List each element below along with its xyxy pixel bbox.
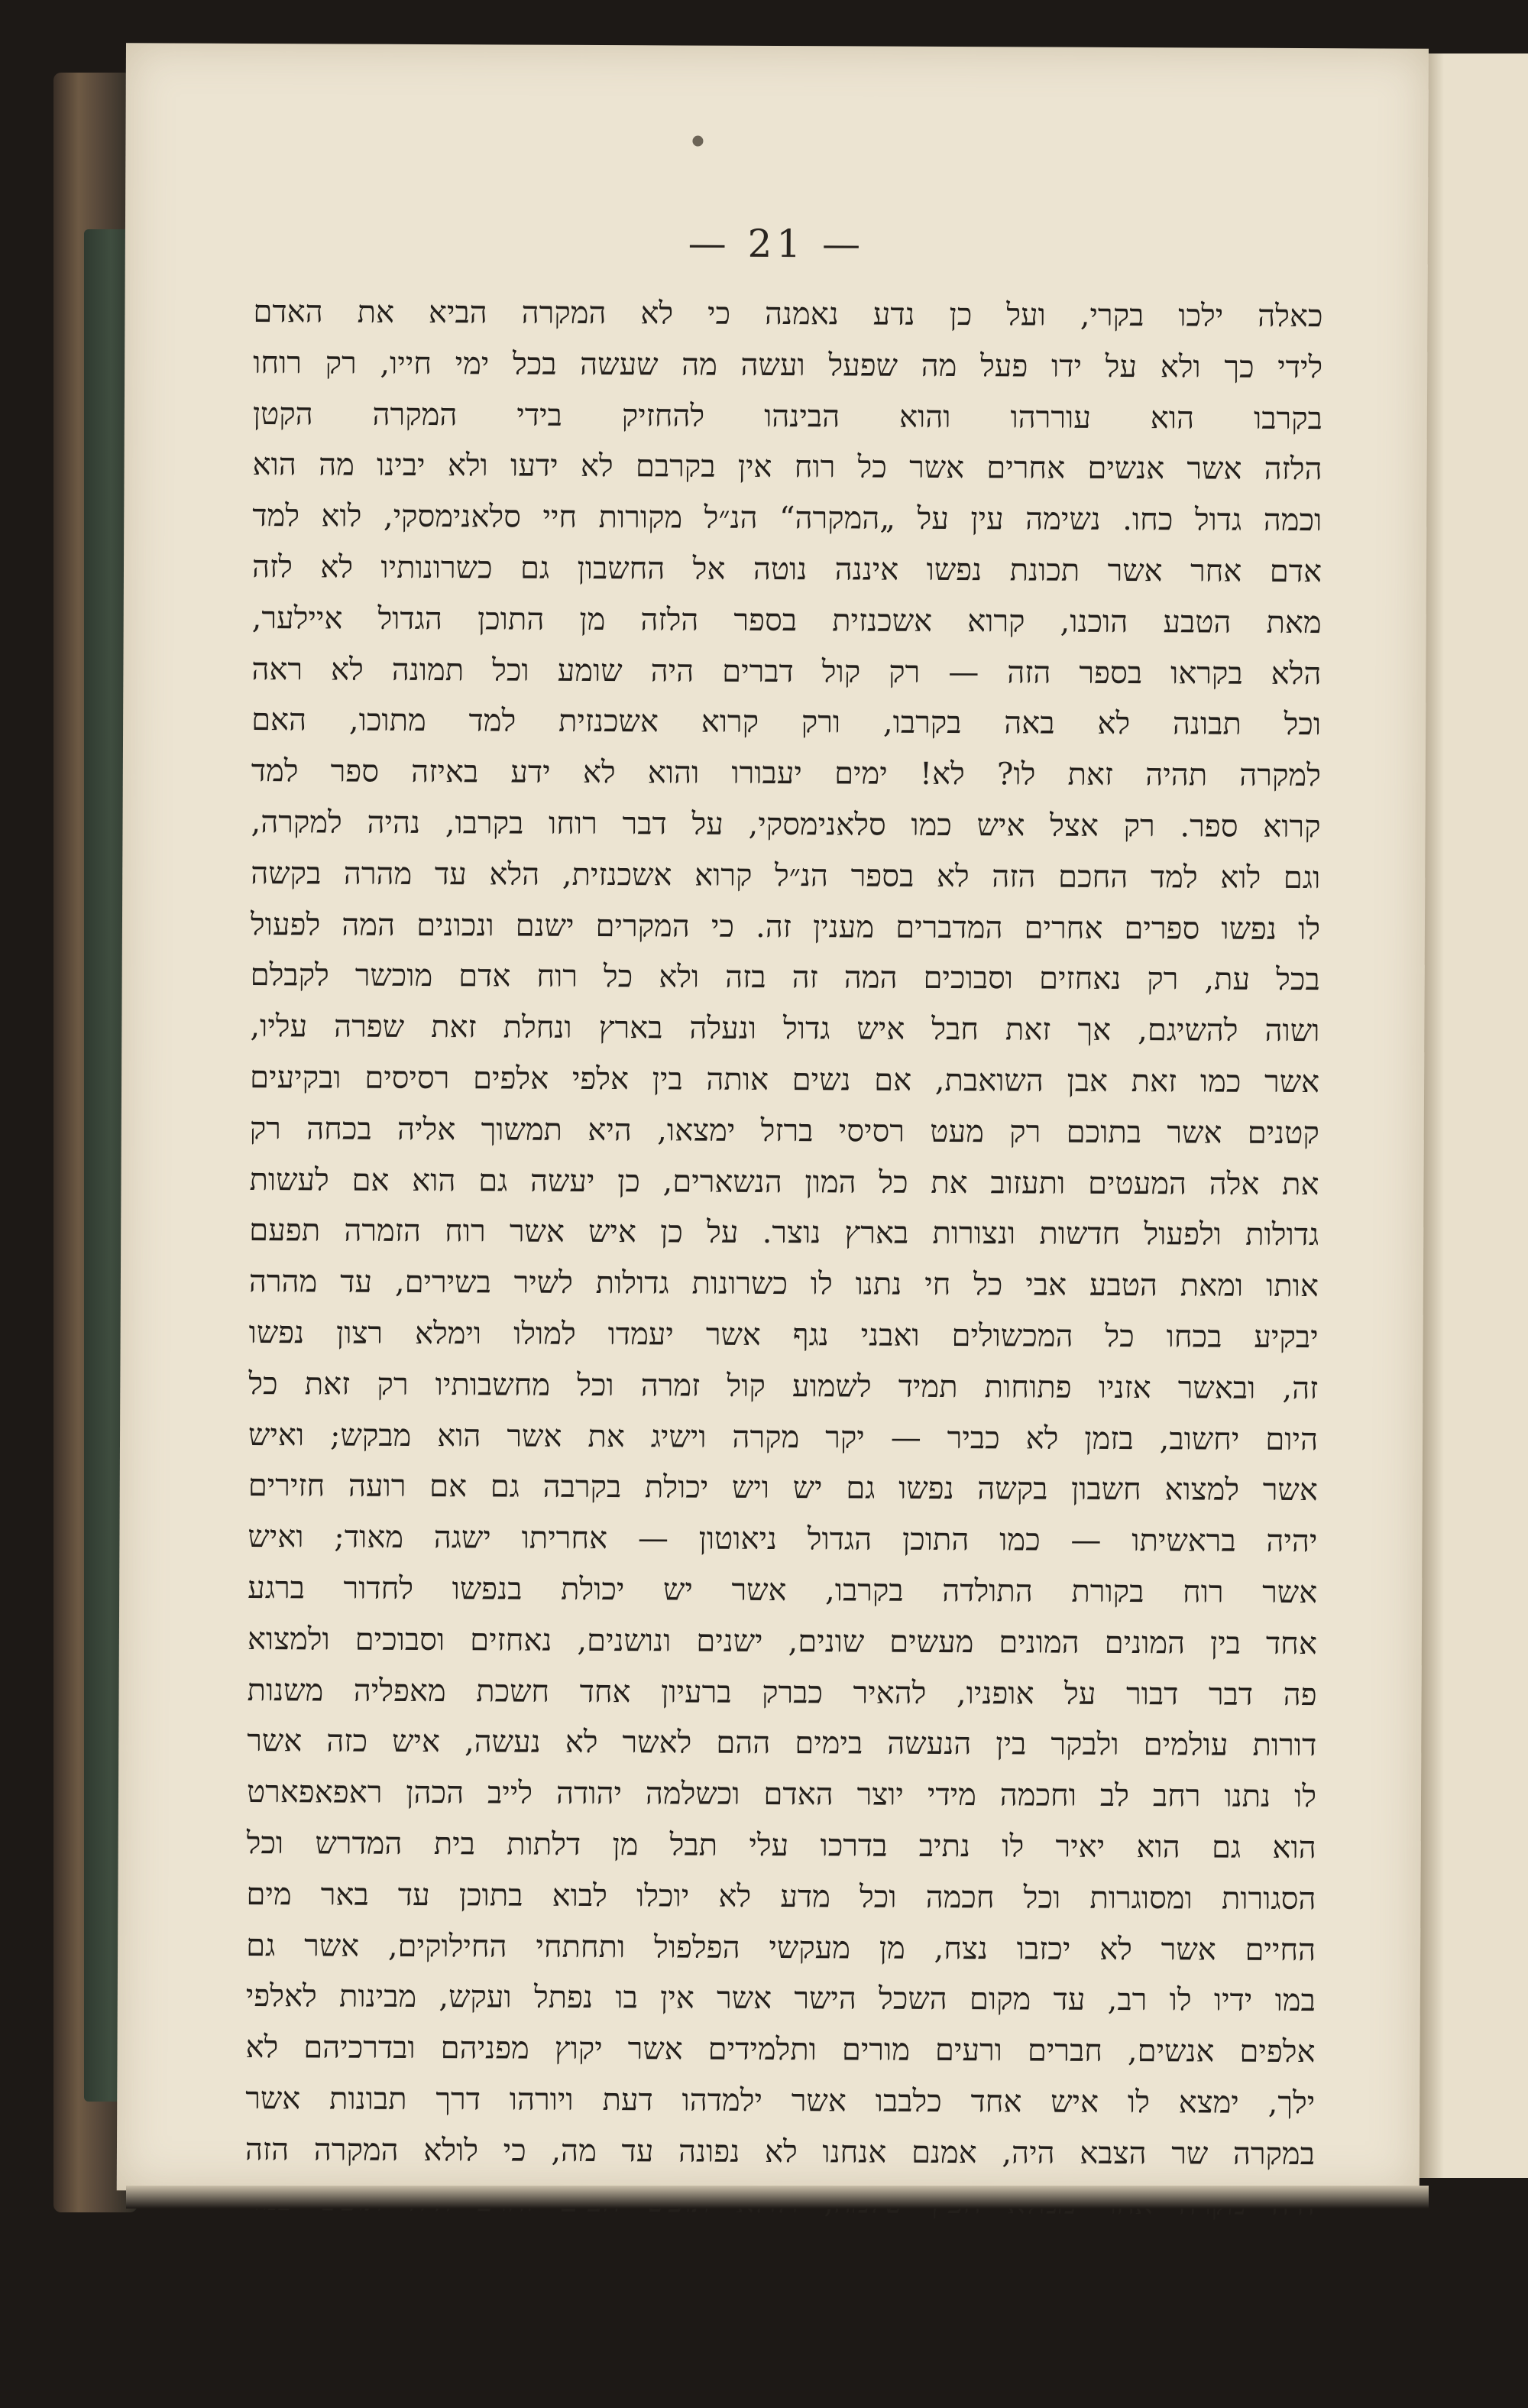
text-line: אשר כמו זאת אבן השואבת, אם נשים אותה בין אלפי אלפים רסיסים ובקיעים — [250, 1059, 1320, 1100]
text-line: לידי כך ולא על ידו פעל מה שפעל ועשה מה שעשה בכל ימי חייו, רק רוחו — [253, 345, 1323, 385]
text-line: לו נתנו רחב לב וחכמה מידי יוצר האדם וכשלמה יהודה לייב הכהן ראפאפארט — [246, 1774, 1317, 1815]
text-line: ילך, ימצא לו איש אחד כלבבו אשר ילמדהו דעת ויורהו דרך תבונות אשר — [245, 2080, 1316, 2121]
book-page — [117, 43, 1429, 2196]
text-line: יהיה בראשיתו — כמו התוכן הגדול ניאוטון — אחריתו ישגה מאוד; ואיש — [248, 1519, 1318, 1560]
text-line: במקרה שר הצבא היה, אמנם אנחנו לא נפונה עד מה, כי לולא המקרה הזה — [244, 2131, 1316, 2172]
text-line: למקרה תהיה זאת לו? לא! ימים יעבורו והוא לא ידע באיזה ספר למד — [251, 754, 1321, 794]
text-line: וכל תבונה לא באה בקרבו, ורק קרוא אשכנזית למד מתוכו, האם — [251, 702, 1322, 743]
text-line: אחד בין המונים המונים מעשים שונים, ישנים ונושנים, נאחזים וסבוכים ולמצוא — [247, 1621, 1317, 1661]
text-line: לו נפשו ספרים אחרים המדברים מענין זה. כי המקרים ישנם ונכונים המה לפעול — [250, 906, 1321, 947]
text-line: היום יחשוב, בזמן לא כביר — יקר מקרה וישיג את אשר הוא מבקש; ואיש — [248, 1417, 1319, 1457]
text-line: וגם לוא למד החכם הזה לא בספר הנ״ל קרוא אשכנזית, הלא עד מהרה בקשה — [251, 855, 1321, 896]
text-line: וכמה גדול כחו. נשימה עין על „המקרה“ הנ״ל מקורות חיי סלאנימסקי, לוא למד — [252, 498, 1322, 539]
text-line: אשר למצוא חשבון בקשה נפשו גם יש ויש יכולת בקרבה גם אם רועה חזירים — [248, 1468, 1318, 1509]
text-line: במו ידיו לו רב, עד מקום השכל הישר אשר אין בו נפתל ועקש, מבינות לאלפי — [245, 1979, 1316, 2019]
text-line: הלזה אשר אנשים אחרים אשר כל רוח אין בקרבם לא ידעו ולא יבינו מה הוא — [252, 447, 1322, 488]
text-line: הוא גם הוא יאיר לו נתיב בדרכו עלי תבל מן דלתות בית המדרש וכל — [246, 1825, 1316, 1866]
page-bottom-edge — [126, 2186, 1429, 2209]
text-line: אשר רוח בקורת התולדה בקרבו, אשר יש יכולת בנפשו לחדור ברגע — [248, 1570, 1318, 1611]
text-line: קטנים אשר בתוכם רק מעט רסיסי ברזל ימצאו, היא תמשוך אליה בכחה רק — [249, 1110, 1319, 1151]
paper-speck — [692, 136, 703, 147]
text-block — [245, 287, 1323, 2231]
text-line: פה דבר דבור על אופניו, להאיר כברק ברעיון אחד חשכת מאפליה משנות — [247, 1672, 1317, 1713]
text-line: קרוא ספר. רק אצל איש כמו סלאנימסקי, על דבר רוחו בקרבו, נהיה למקרה, — [251, 804, 1321, 845]
text-line: אדם אחר אשר תכונת נפשו איננה נוטה אל החשבון גם כשרונותיו לא לזה — [251, 549, 1322, 590]
text-line: הלא בקראו בספר הזה — רק קול דברים היה שומע וכל תמונה לא ראה — [251, 651, 1322, 692]
text-line: בכל עת, רק נאחזים וסבוכים המה זה בזה ולא כל רוח אדם מוכשר לקבלם — [250, 958, 1320, 998]
text-line: ושוה להשיגם, אך זאת חבל איש גדול ונעלה בארץ ונחלת זאת שפרה עליו, — [250, 1009, 1320, 1049]
text-line: אלפים אנשים, חברים ורעים מורים ותלמידים אשר יקוץ מפניהם ובדרכיהם לא — [245, 2030, 1316, 2070]
text-line: יבקיע בכחו כל המכשולים ואבני נגף אשר יעמדו למולו וימלא רצון נפשו — [248, 1314, 1319, 1356]
text-line: את אלה המעטים ותעזוב את כל המון הנשארים, כן יעשה גם הוא אם לעשות — [249, 1162, 1319, 1202]
text-line: כאלה ילכו בקרי, ועל כן נדע נאמנה כי לא המקרה הביא את האדם — [253, 294, 1323, 335]
text-line: החיים אשר לא יכזבו נצח, מן מעקשי הפלפול ותחתחי החילוקים, אשר גם — [246, 1927, 1316, 1968]
text-line: גדולות ולפעול חדשות ונצורות בארץ נוצר. על כן איש אשר רוח הזמרה תפעם — [249, 1213, 1319, 1253]
text-line: זה, ובאשר אזניו פתוחות תמיד לשמוע קול זמרה וכל מחשבותיו רק זאת כל — [248, 1366, 1319, 1406]
text-line: דורות עולמים ולבקר בין הנעשה בימים ההם לאשר לא נעשה, איש כזה אשר — [247, 1723, 1317, 1764]
text-line: מאת הטבע הוכנו, קרוא אשכנזית בספר הלזה מן התוכן הגדול איילער, — [251, 600, 1322, 640]
page-number: — 21 — — [688, 221, 866, 267]
text-line: אותו ומאת הטבע אבי כל חי נתנו לו כשרונות גדולות לשיר בשירים, עד מהרה — [248, 1264, 1319, 1304]
text-line: בקרבו הוא עוררהו והוא הבינהו להחזיק בידי המקרה הקטן — [252, 396, 1322, 436]
text-line: הסגורות ומסוגרות וכל חכמה וכל מדע לא יוכלו לבוא בתוכן עד באר מים — [246, 1876, 1316, 1917]
